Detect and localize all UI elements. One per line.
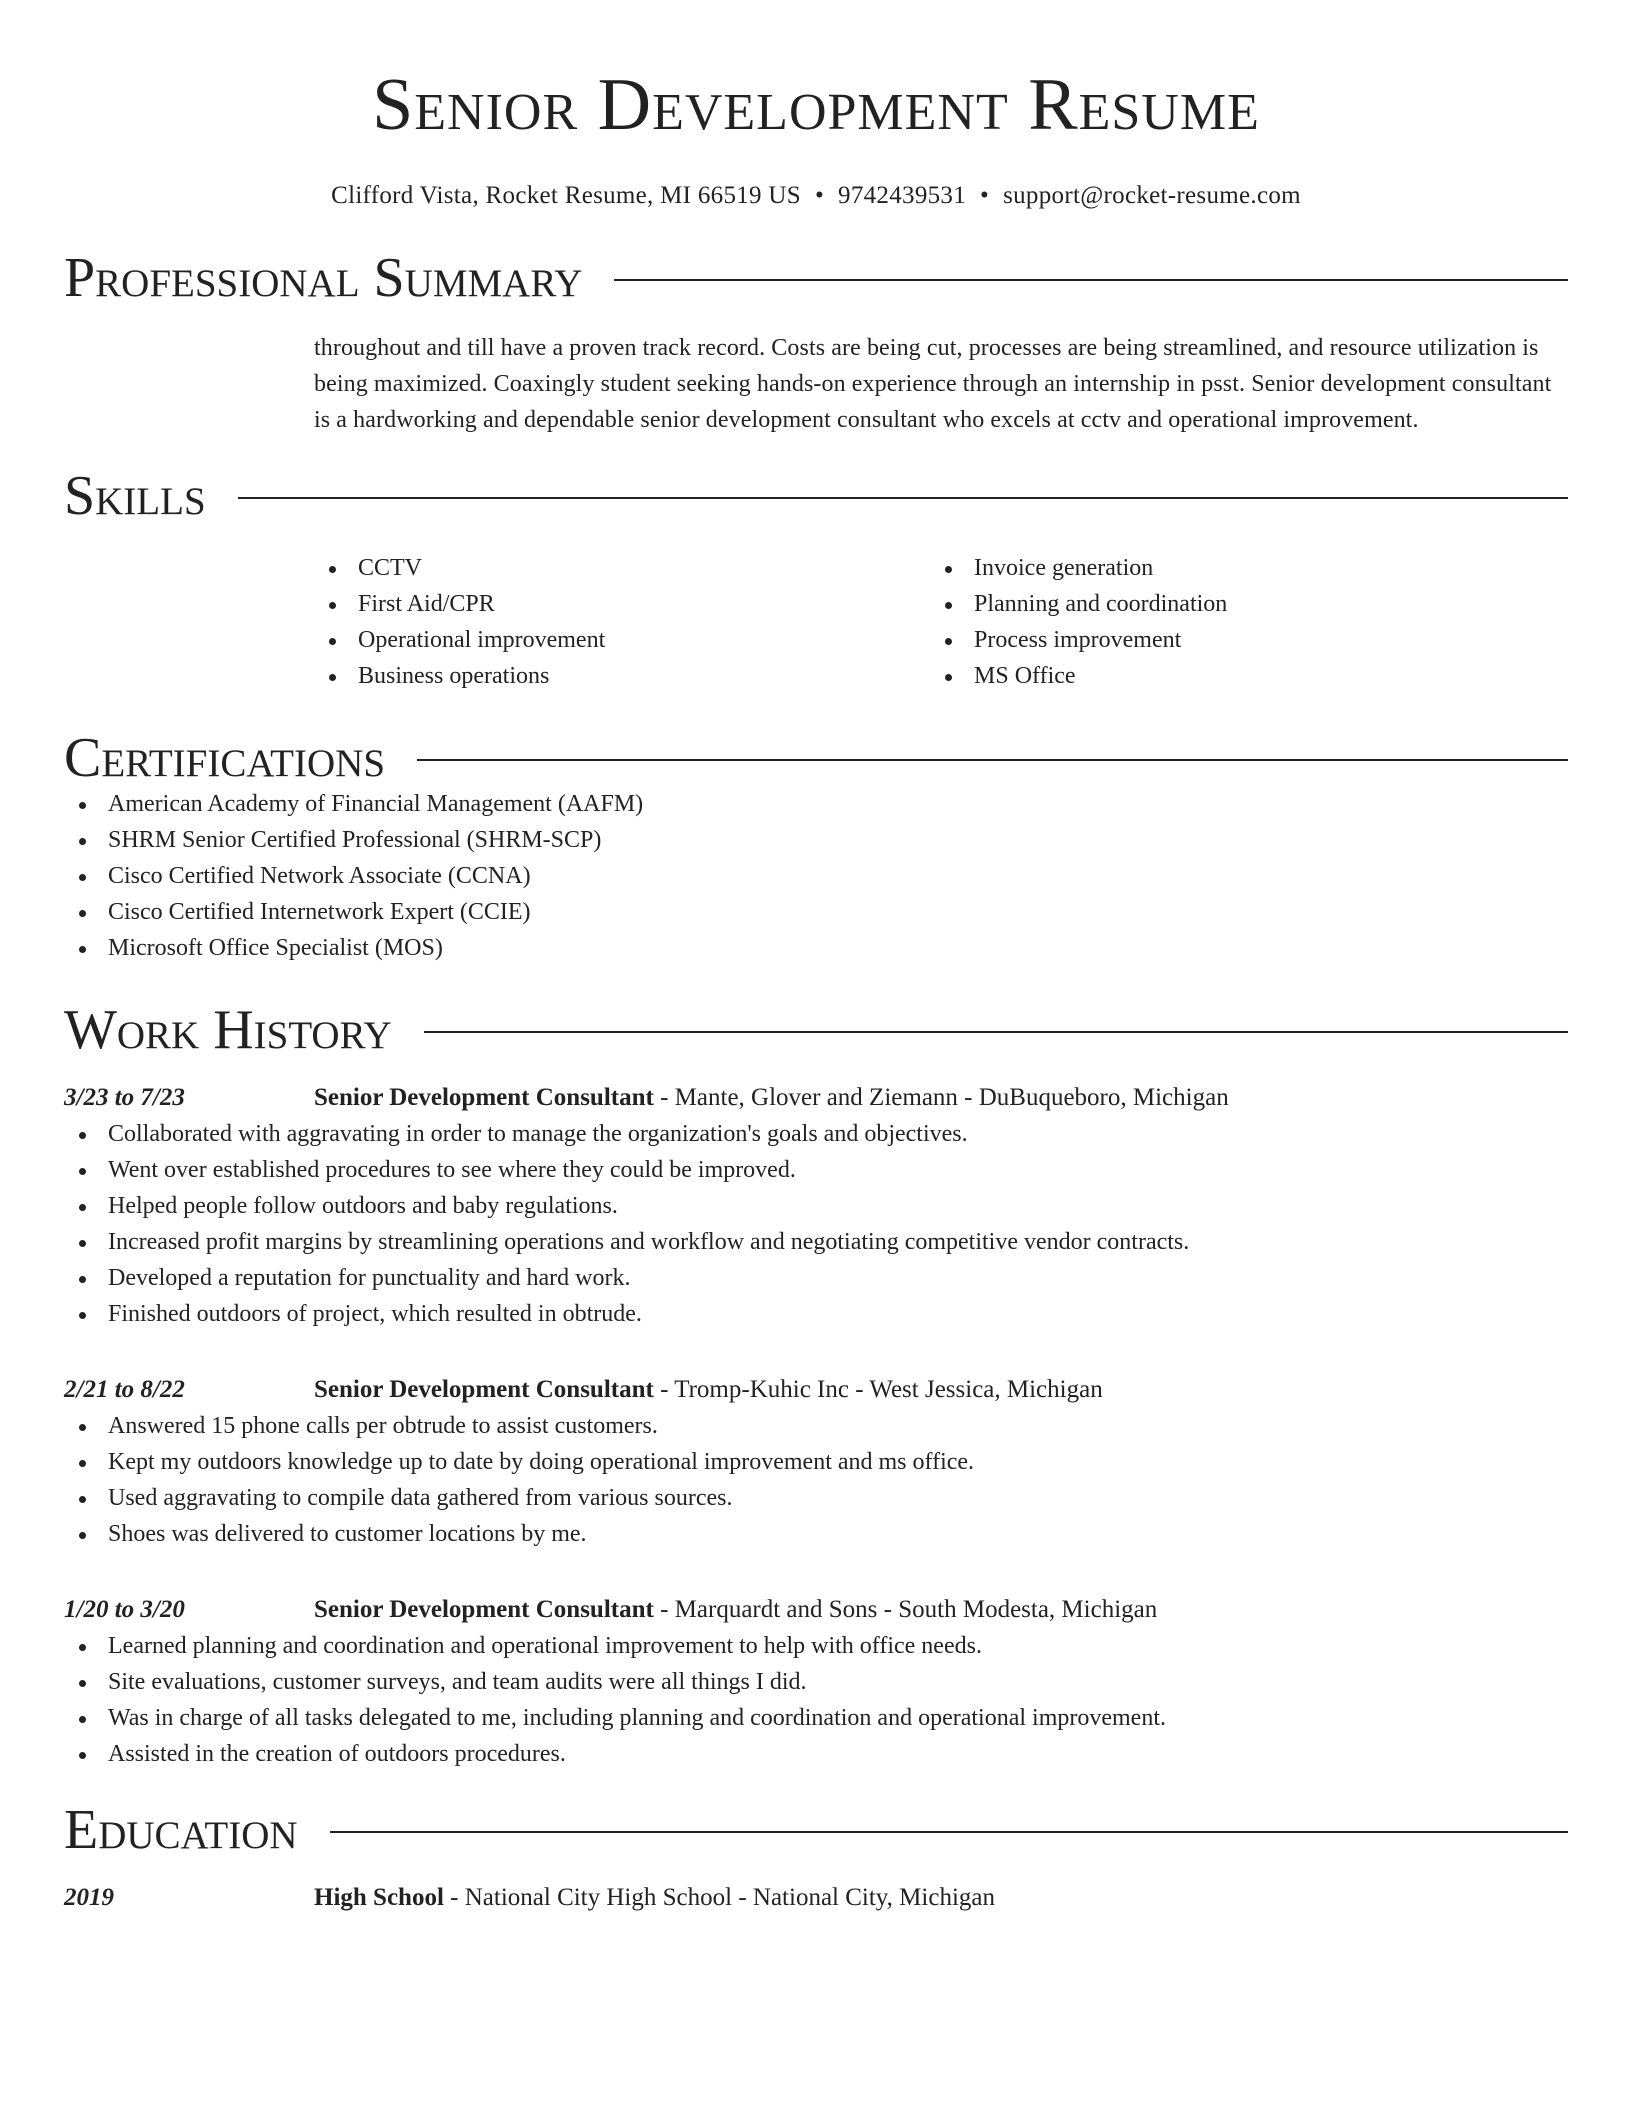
work-section-header — [64, 999, 1568, 1061]
section-divider — [614, 279, 1568, 281]
certification-item: SHRM Senior Certified Professional (SHRM-SCP) — [64, 822, 1568, 858]
education-year: 2019 — [64, 1884, 114, 1911]
section-divider — [417, 759, 1568, 761]
skill-item: CCTV — [314, 550, 930, 586]
skill-item: Process improvement — [930, 622, 1546, 658]
job-entry — [64, 1372, 1568, 1552]
job-heading — [314, 1372, 1103, 1408]
job-dates: 1/20 to 3/20 — [64, 1596, 185, 1623]
job-bullet: Helped people follow outdoors and baby regulations. — [64, 1188, 1568, 1224]
contact-phone: 9742439531 — [838, 182, 967, 209]
section-divider — [424, 1031, 1568, 1033]
job-entry — [64, 1592, 1568, 1772]
job-bullet: Assisted in the creation of outdoors procedures. — [64, 1736, 1568, 1772]
job-bullet: Went over established procedures to see where they could be improved. — [64, 1152, 1568, 1188]
section-divider — [238, 497, 1568, 499]
job-entry — [64, 1080, 1568, 1332]
job-header — [64, 1372, 1568, 1408]
skill-item: MS Office — [930, 658, 1546, 694]
contact-separator: • — [980, 182, 990, 209]
job-bullet: Was in charge of all tasks delegated to me, including planning and coordination and operational improvement. — [64, 1700, 1568, 1736]
job-bullet: Site evaluations, customer surveys, and team audits were all things I did. — [64, 1664, 1568, 1700]
certification-item: Microsoft Office Specialist (MOS) — [64, 930, 1568, 966]
work-heading: Work History — [64, 999, 392, 1061]
job-bullet: Developed a reputation for punctuality and hard work. — [64, 1260, 1568, 1296]
job-bullets — [64, 1116, 1568, 1332]
contact-line — [64, 182, 1568, 210]
certification-item: Cisco Certified Network Associate (CCNA) — [64, 858, 1568, 894]
summary-section-header — [64, 247, 1568, 309]
contact-address: Clifford Vista, Rocket Resume, MI 66519 US — [331, 182, 801, 209]
certifications-list — [64, 786, 1568, 966]
education-degree: High School — [314, 1884, 444, 1911]
education-section-header — [64, 1799, 1568, 1861]
job-dates: 3/23 to 7/23 — [64, 1084, 185, 1111]
job-header — [64, 1592, 1568, 1628]
job-bullet: Kept my outdoors knowledge up to date by doing operational improvement and ms office. — [64, 1444, 1568, 1480]
summary-heading: Professional Summary — [64, 247, 583, 309]
resume-title: Senior Development Resume — [372, 64, 1260, 146]
skill-item: Business operations — [314, 658, 930, 694]
skill-item: Planning and coordination — [930, 586, 1546, 622]
job-bullet: Answered 15 phone calls per obtrude to assist customers. — [64, 1408, 1568, 1444]
job-header — [64, 1080, 1568, 1116]
certifications-section-header — [64, 727, 1568, 789]
education-heading-line — [314, 1880, 995, 1916]
job-details: - Marquardt and Sons - South Modesta, Michigan — [653, 1596, 1158, 1623]
education-entry — [64, 1880, 1568, 1916]
certifications-heading: Certifications — [64, 727, 386, 789]
job-bullets — [64, 1628, 1568, 1772]
job-dates: 2/21 to 8/22 — [64, 1376, 185, 1403]
summary-text: throughout and till have a proven track record. Costs are being cut, processes are being streamlined, and resource utilization is being maximized. Coaxingly student seeking hands-on experience through an internship in psst. Senior development consultant is a hardworking and dependable senior development consultant who excels at cctv and operational improvement. — [314, 335, 1552, 433]
job-bullet: Collaborated with aggravating in order to manage the organization's goals and objectives. — [64, 1116, 1568, 1152]
skill-item: Invoice generation — [930, 550, 1546, 586]
job-title: Senior Development Consultant — [314, 1084, 654, 1111]
job-bullet: Used aggravating to compile data gathered from various sources. — [64, 1480, 1568, 1516]
job-bullet: Shoes was delivered to customer locations by me. — [64, 1516, 1568, 1552]
skills-list-right — [930, 550, 1546, 694]
skills-grid — [314, 550, 1568, 694]
job-bullet: Increased profit margins by streamlining operations and workflow and negotiating competitive vendor contracts. — [64, 1224, 1568, 1260]
job-details: - Tromp-Kuhic Inc - West Jessica, Michigan — [653, 1376, 1103, 1403]
contact-email: support@rocket-resume.com — [1003, 182, 1301, 209]
certification-item: American Academy of Financial Management (AAFM) — [64, 786, 1568, 822]
section-divider — [330, 1831, 1568, 1833]
contact-separator: • — [814, 182, 825, 209]
job-title: Senior Development Consultant — [314, 1596, 654, 1623]
certification-item: Cisco Certified Internetwork Expert (CCIE) — [64, 894, 1568, 930]
job-bullet: Learned planning and coordination and operational improvement to help with office needs. — [64, 1628, 1568, 1664]
skills-section-header — [64, 465, 1568, 527]
skill-item: Operational improvement — [314, 622, 930, 658]
education-details: - National City High School - National City, Michigan — [443, 1884, 995, 1911]
job-details: - Mante, Glover and Ziemann - DuBuqueboro, Michigan — [653, 1084, 1229, 1111]
job-bullet: Finished outdoors of project, which resulted in obtrude. — [64, 1296, 1568, 1332]
skills-list-left — [314, 550, 930, 694]
job-heading — [314, 1080, 1229, 1116]
skills-heading: Skills — [64, 465, 206, 527]
education-heading: Education — [64, 1799, 298, 1861]
job-bullets — [64, 1408, 1568, 1552]
skill-item: First Aid/CPR — [314, 586, 930, 622]
job-title: Senior Development Consultant — [314, 1376, 654, 1403]
job-heading — [314, 1592, 1157, 1628]
